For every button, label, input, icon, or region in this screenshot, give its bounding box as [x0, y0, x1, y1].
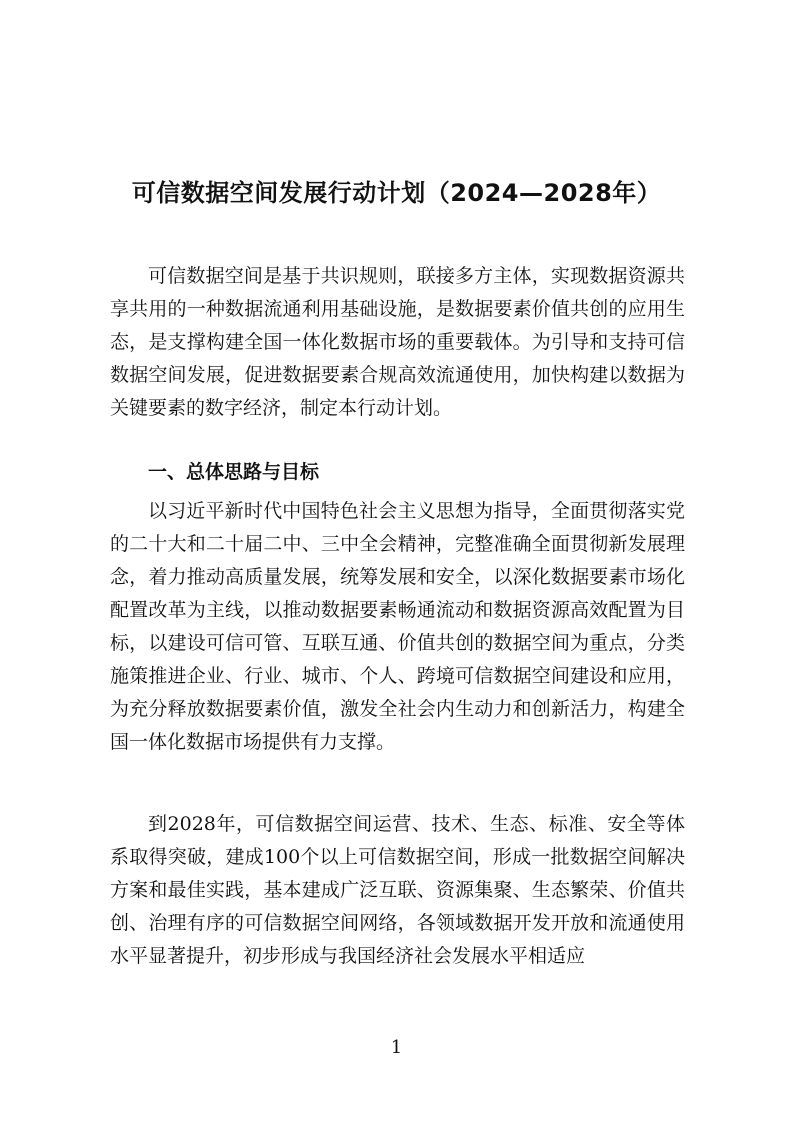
section-heading: 一、总体思路与目标	[148, 461, 320, 483]
approach-paragraph: 以习近平新时代中国特色社会主义思想为指导，全面贯彻落实党的二十大和二十届二中、三中全会精神，完整准确全面贯彻新发展理念，着力推动高质量发展，统筹发展和安全，以深化数据要素市场化配置改革为主线，以推动数据要素畅通流动和数据资源高效配置为目标，以建设可信可管、互联互通、价值共创的数据空间为重点，分类施策推进企业、行业、城市、个人、跨境可信数据空间建设和应用，为充分释放数据要素价值，激发全社会内生动力和创新活力，构建全国一体化数据市场提供有力支撑。	[110, 500, 685, 753]
page-number: 1	[390, 1037, 403, 1058]
document-title: 可信数据空间发展行动计划（2024—2028年）	[131, 179, 662, 207]
goals-paragraph: 到2028年，可信数据空间运营、技术、生态、标准、安全等体系取得突破，建成100个以上可信数据空间，形成一批数据空间解决方案和最佳实践，基本建成广泛互联、资源集聚、生态繁荣、价值共创、治理有序的可信数据空间网络，各领域数据开发开放和流通使用水平显著提升，初步形成与我国经济社会发展水平相适应	[110, 813, 685, 967]
intro-paragraph: 可信数据空间是基于共识规则，联接多方主体，实现数据资源共享共用的一种数据流通利用基础设施，是数据要素价值共创的应用生态，是支撑构建全国一体化数据市场的重要载体。为引导和支持可信数据空间发展，促进数据要素合规高效流通使用，加快构建以数据为关键要素的数字经济，制定本行动计划。	[110, 265, 685, 419]
